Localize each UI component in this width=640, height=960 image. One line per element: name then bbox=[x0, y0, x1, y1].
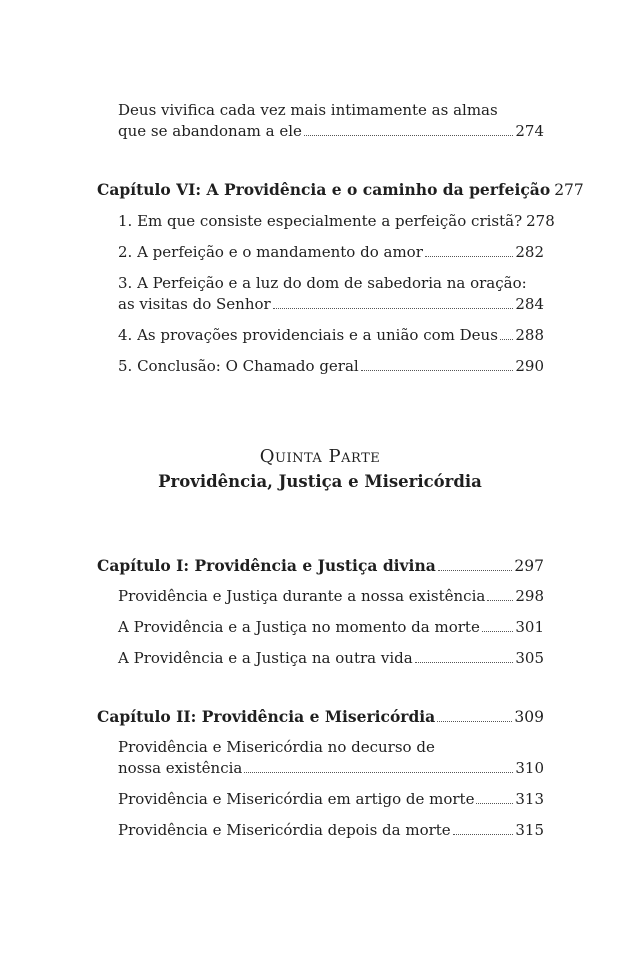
chapter-title: Capítulo I: Providência e Justiça divina bbox=[97, 556, 436, 575]
dot-leader bbox=[425, 255, 513, 257]
part-title: Providência, Justiça e Misericórdia bbox=[158, 472, 482, 491]
toc-entry-line: 3. A Perfeição e a luz do dom de sabedoria na oração: bbox=[118, 274, 527, 292]
toc-entry-text: A Providência e a Justiça na outra vida bbox=[118, 649, 413, 667]
toc-entry bbox=[118, 211, 555, 231]
dot-leader bbox=[482, 630, 514, 632]
toc-entry bbox=[118, 758, 544, 778]
toc-entry bbox=[118, 820, 544, 840]
toc-entry bbox=[118, 617, 544, 637]
page-number: 298 bbox=[515, 587, 544, 605]
page-number: 297 bbox=[514, 557, 544, 575]
dot-leader bbox=[453, 833, 514, 835]
toc-entry-text: nossa existência bbox=[118, 759, 243, 777]
page-number: 282 bbox=[515, 243, 544, 261]
dot-leader bbox=[487, 599, 513, 601]
dot-leader bbox=[500, 338, 513, 340]
toc-entry-text: Providência e Misericórdia em artigo de morte bbox=[118, 790, 475, 808]
chapter-title: Capítulo VI: A Providência e o caminho da perfeição bbox=[97, 180, 551, 199]
part-label: Quinta Parte bbox=[259, 446, 381, 467]
page-number: 301 bbox=[515, 618, 544, 636]
toc-entry bbox=[118, 789, 544, 809]
toc-entry-text: Providência e Misericórdia depois da morte bbox=[118, 821, 451, 839]
toc-entry-line: Providência e Misericórdia no decurso de bbox=[118, 738, 435, 756]
toc-entry-text: 1. Em que consiste especialmente a perfeição cristã? bbox=[118, 212, 523, 230]
chapter-heading bbox=[97, 707, 544, 727]
page-number: 290 bbox=[515, 357, 544, 375]
page-number: 278 bbox=[526, 212, 555, 230]
toc-entry-text: A Providência e a Justiça no momento da morte bbox=[118, 618, 480, 636]
page-number: 313 bbox=[515, 790, 544, 808]
dot-leader bbox=[438, 569, 513, 571]
page-number: 309 bbox=[514, 708, 544, 726]
dot-leader bbox=[273, 307, 514, 309]
toc-entry-line: Deus vivifica cada vez mais intimamente as almas bbox=[118, 101, 498, 119]
toc-entry-text: que se abandonam a ele bbox=[118, 122, 302, 140]
toc-entry-text: 4. As provações providenciais e a união com Deus bbox=[118, 326, 498, 344]
toc-entry bbox=[118, 648, 544, 668]
page-number: 315 bbox=[515, 821, 544, 839]
page-number: 274 bbox=[515, 122, 544, 140]
toc-entry-text: 2. A perfeição e o mandamento do amor bbox=[118, 243, 423, 261]
page-number: 305 bbox=[515, 649, 544, 667]
toc-entry-text: as visitas do Senhor bbox=[118, 295, 271, 313]
page-number: 277 bbox=[554, 181, 584, 199]
dot-leader bbox=[361, 369, 514, 371]
dot-leader bbox=[476, 802, 513, 804]
dot-leader bbox=[437, 720, 512, 722]
toc-entry bbox=[118, 356, 544, 376]
page-number: 288 bbox=[515, 326, 544, 344]
toc-entry-text: Providência e Justiça durante a nossa existência bbox=[118, 587, 486, 605]
chapter-heading bbox=[97, 556, 544, 576]
page-number: 284 bbox=[515, 295, 544, 313]
toc-entry bbox=[118, 294, 544, 314]
toc-entry bbox=[118, 325, 544, 345]
chapter-heading bbox=[97, 180, 584, 200]
toc-entry bbox=[118, 121, 544, 141]
chapter-title: Capítulo II: Providência e Misericórdia bbox=[97, 707, 436, 726]
dot-leader bbox=[415, 661, 514, 663]
toc-entry bbox=[118, 586, 544, 606]
dot-leader bbox=[244, 771, 513, 773]
toc-entry-text: 5. Conclusão: O Chamado geral bbox=[118, 357, 359, 375]
dot-leader bbox=[304, 134, 513, 136]
toc-entry bbox=[118, 242, 544, 262]
page-number: 310 bbox=[515, 759, 544, 777]
